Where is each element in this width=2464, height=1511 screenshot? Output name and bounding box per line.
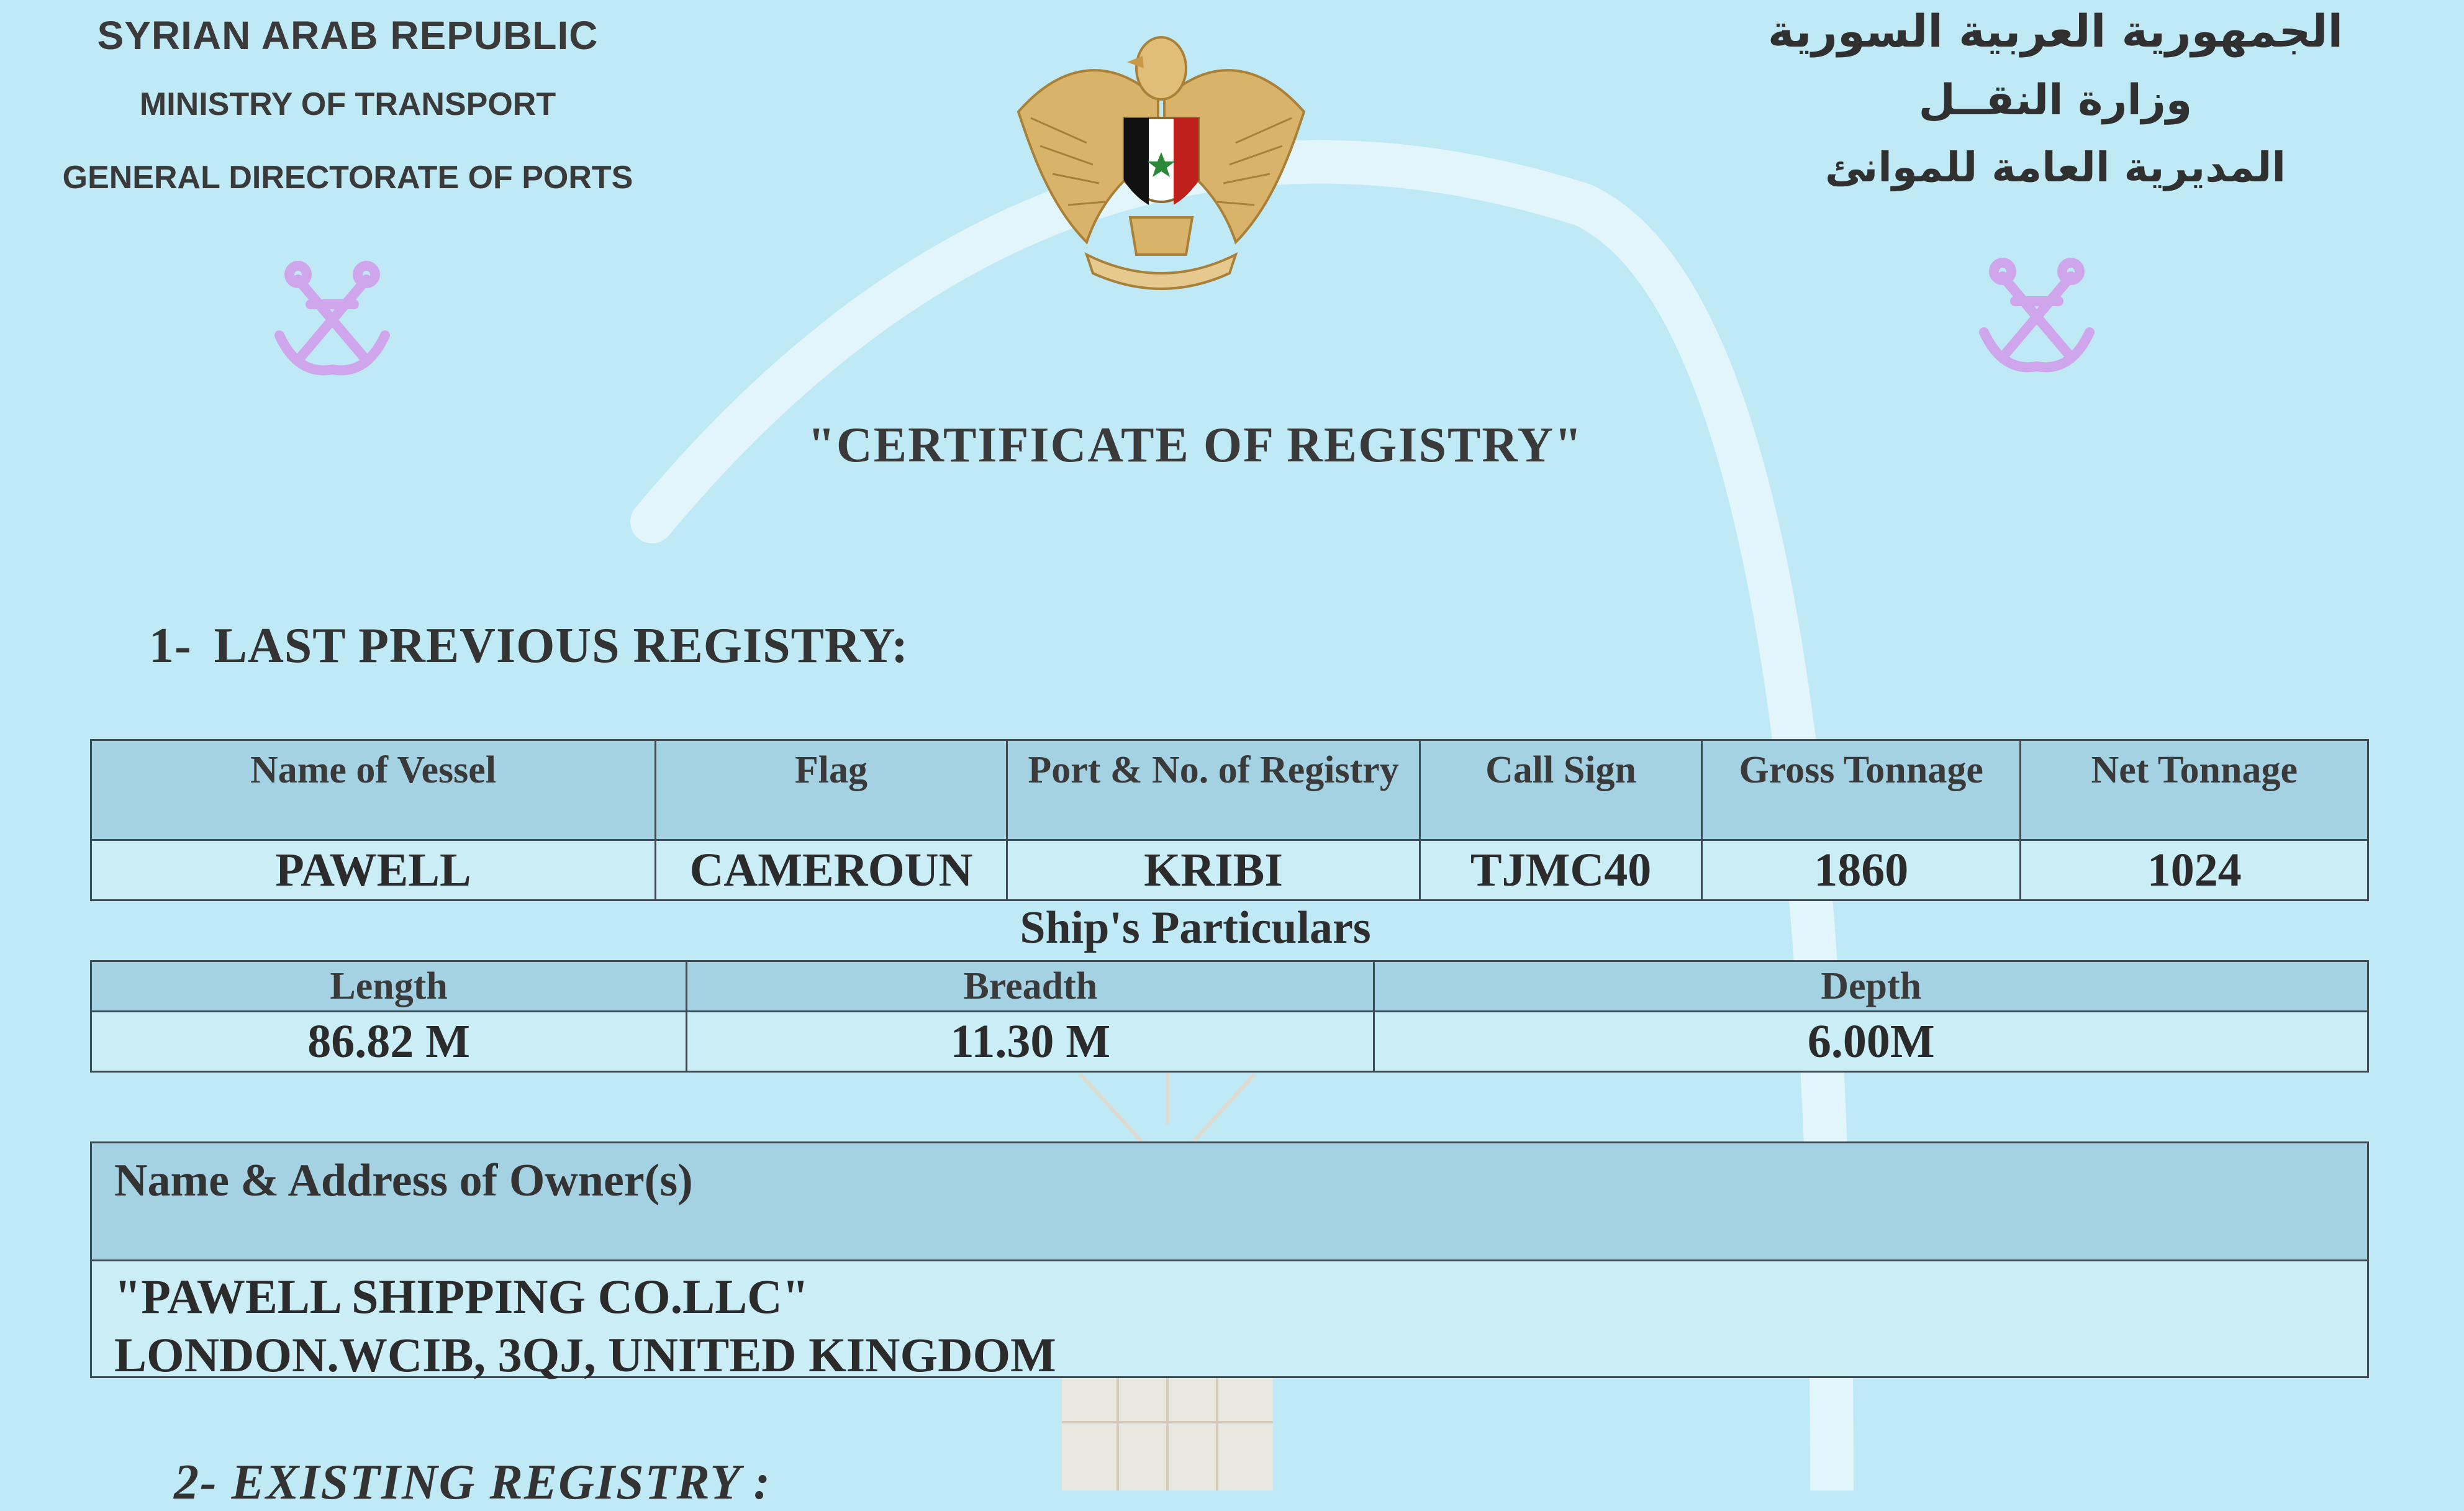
column-header: Length: [91, 961, 687, 1012]
owner-name: "PAWELL SHIPPING CO.LLC": [114, 1269, 809, 1323]
column-header: Gross Tonnage: [1701, 740, 2021, 840]
arabic-header: [1751, 5, 2360, 191]
ministry-name-en: MINISTRY OF TRANSPORT: [139, 86, 556, 122]
ships-particulars-table: [90, 960, 2369, 1073]
owner-address: LONDON.WCIB, 3QJ, UNITED KINGDOM: [114, 1328, 1056, 1382]
english-header: [25, 12, 671, 196]
column-header: Name of Vessel: [91, 740, 656, 840]
port-registry-value: KRIBI: [1007, 840, 1420, 901]
column-header: Net Tonnage: [2021, 740, 2368, 840]
column-header: Flag: [656, 740, 1007, 840]
directorate-name-ar: المديرية العامة للموانئ: [1825, 143, 2286, 191]
depth-value: 6.00M: [1374, 1012, 2368, 1072]
vessel-name: PAWELL: [91, 840, 656, 901]
owner-label: Name & Address of Owner(s): [92, 1143, 2367, 1261]
ships-particulars-caption: Ship's Particulars: [1020, 902, 1371, 953]
breadth-value: 11.30 M: [687, 1012, 1374, 1072]
section-1-heading: [149, 618, 908, 674]
owner-details: [92, 1261, 2367, 1382]
owner-box: [90, 1141, 2369, 1382]
directorate-name-en: GENERAL DIRECTORATE OF PORTS: [62, 160, 633, 196]
eagle-emblem-icon: [1006, 19, 1316, 298]
section-2-heading: 2- EXISTING REGISTRY :: [174, 1455, 771, 1510]
table-row: [91, 1012, 2368, 1072]
column-header: Breadth: [687, 961, 1374, 1012]
section-1-number: 1-: [149, 619, 192, 673]
section-1-title: LAST PREVIOUS REGISTRY:: [214, 619, 908, 673]
country-name-ar: الجمهورية العربية السورية: [1767, 5, 2344, 57]
anchor-icon: [1978, 258, 2096, 376]
table-header-row: [91, 961, 2368, 1012]
ministry-name-ar: وزارة النقــل: [1918, 76, 2193, 125]
column-header: Depth: [1374, 961, 2368, 1012]
previous-registry-table: [90, 739, 2369, 901]
gross-tonnage-value: 1860: [1701, 840, 2021, 901]
length-value: 86.82 M: [91, 1012, 687, 1072]
column-header: Call Sign: [1420, 740, 1702, 840]
anchor-icon: [273, 261, 391, 379]
country-name-en: SYRIAN ARAB REPUBLIC: [97, 13, 599, 58]
column-header: Port & No. of Registry: [1007, 740, 1420, 840]
call-sign-value: TJMC40: [1420, 840, 1702, 901]
flag-value: CAMEROUN: [656, 840, 1007, 901]
table-row: [91, 840, 2368, 901]
certificate-title: "CERTIFICATE OF REGISTRY": [807, 418, 1583, 473]
net-tonnage-value: 1024: [2021, 840, 2368, 901]
table-header-row: [91, 740, 2368, 840]
